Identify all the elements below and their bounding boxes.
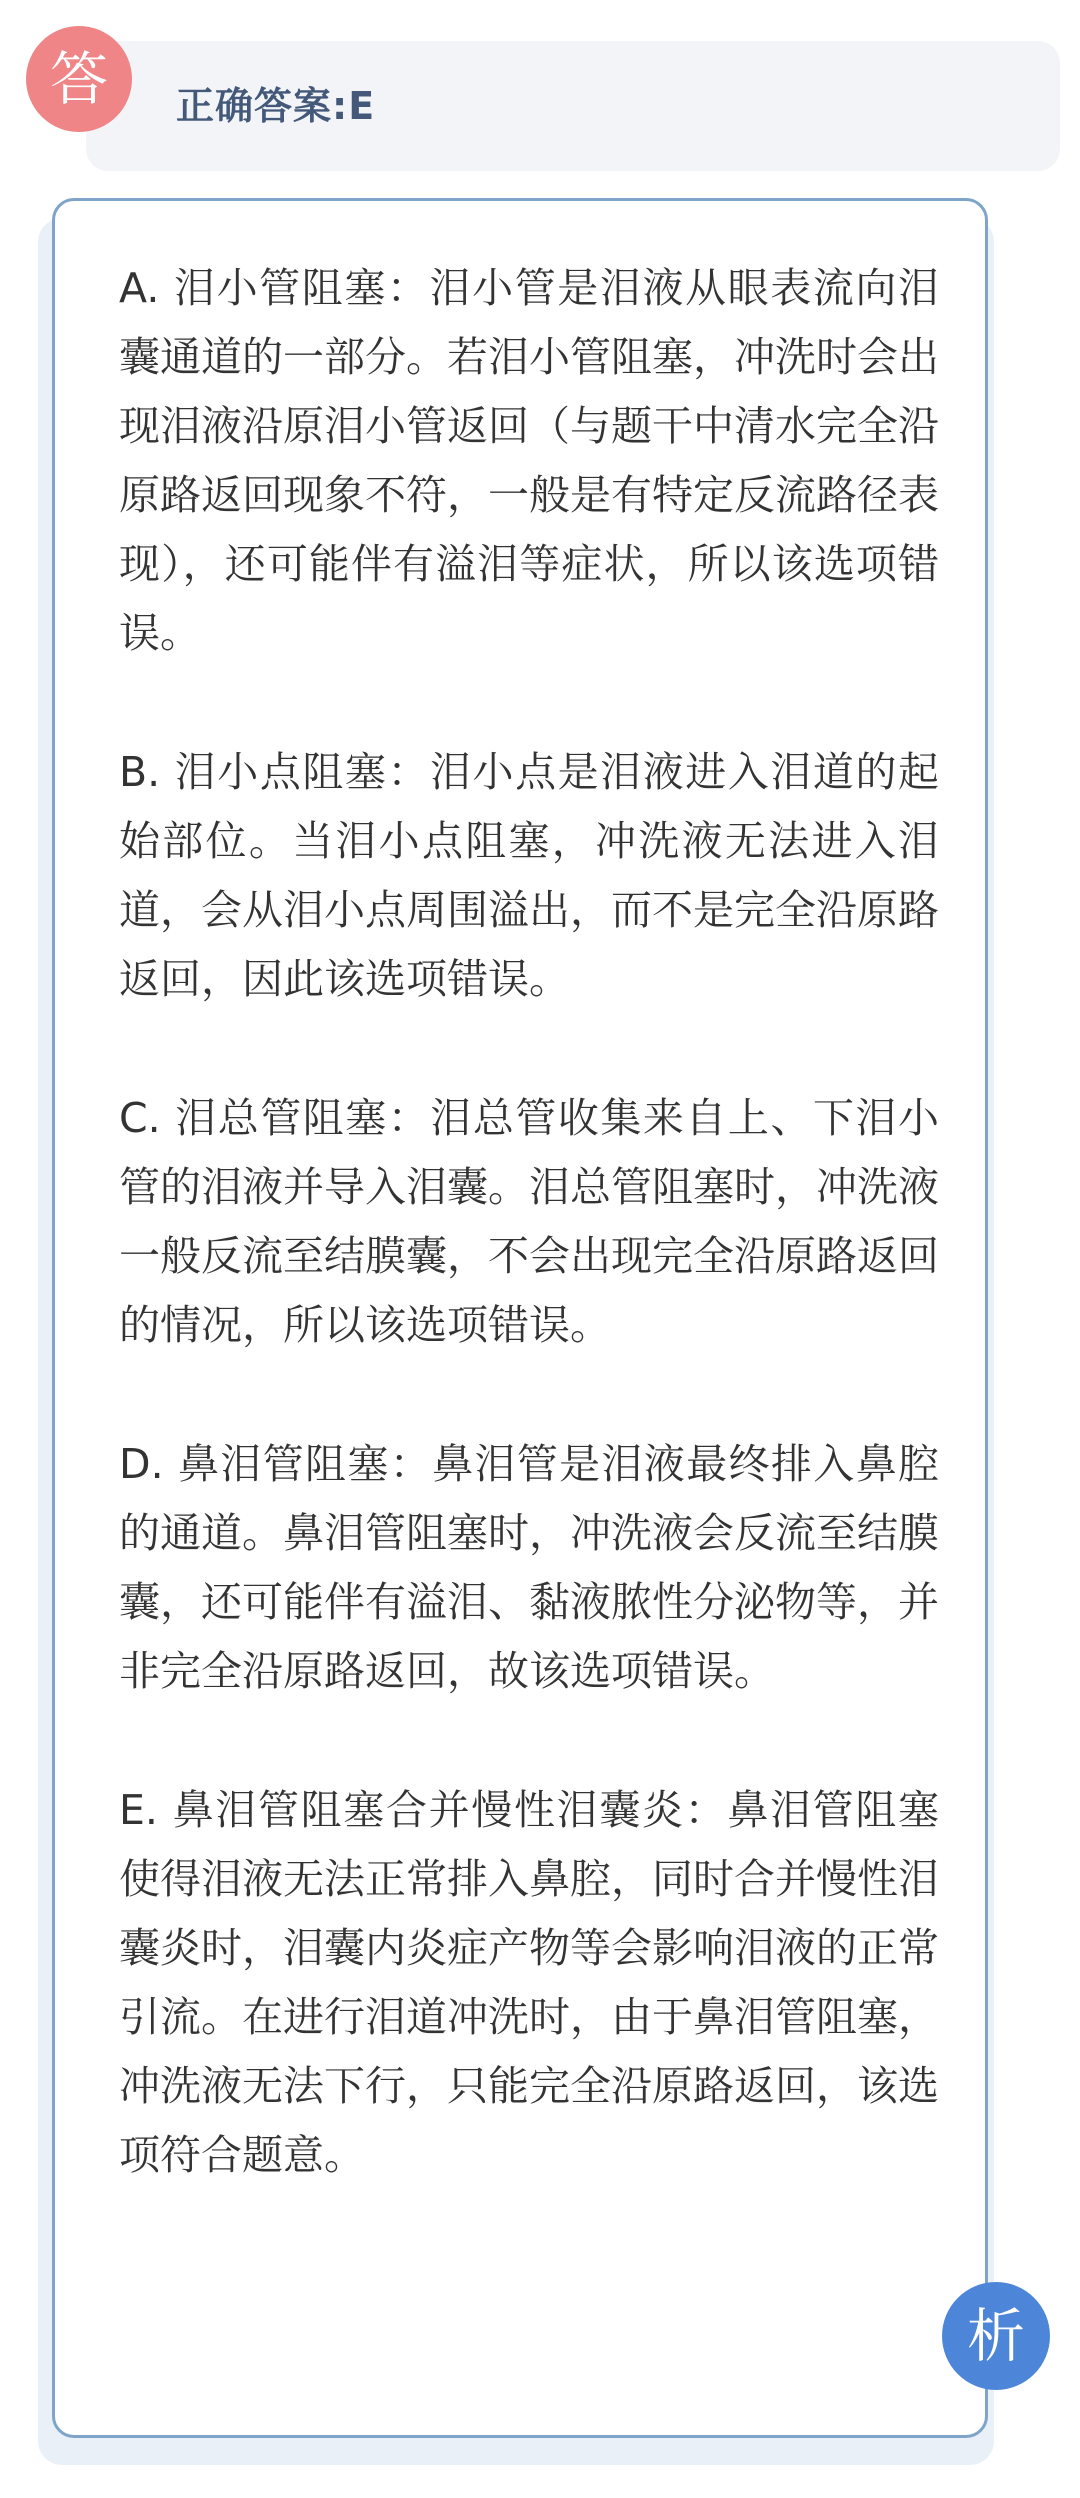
answer-bar — [86, 41, 1060, 171]
answer-badge: 答 — [26, 26, 132, 132]
explanation-card — [52, 198, 988, 2438]
analysis-badge: 析 — [942, 2282, 1050, 2390]
option-e-explanation: E. 鼻泪管阻塞合并慢性泪囊炎：鼻泪管阻塞使得泪液无法正常排入鼻腔，同时合并慢性泪囊炎时，泪囊内炎症产物等会影响泪液的正常引流。在进行泪道冲洗时，由于鼻泪管阻塞，冲洗液无法下行，只能完全沿原路返回，该选项符合题意。 — [119, 1786, 940, 2179]
option-d-explanation: D. 鼻泪管阻塞：鼻泪管是泪液最终排入鼻腔的通道。鼻泪管阻塞时，冲洗液会反流至结膜囊，还可能伴有溢泪、黏液脓性分泌物等，并非完全沿原路返回，故该选项错误。 — [119, 1440, 939, 1695]
option-a-explanation: A. 泪小管阻塞：泪小管是泪液从眼表流向泪囊通道的一部分。若泪小管阻塞，冲洗时会出现泪液沿原泪小管返回（与题干中清水完全沿原路返回现象不符，一般是有特定反流路径表现），还可能伴有溢泪等症状，所以该选项错误。 — [119, 264, 939, 657]
correct-answer-text: 正确答案:E — [176, 84, 376, 128]
option-c-explanation: C. 泪总管阻塞：泪总管收集来自上、下泪小管的泪液并导入泪囊。泪总管阻塞时，冲洗液一般反流至结膜囊，不会出现完全沿原路返回的情况，所以该选项错误。 — [119, 1094, 939, 1349]
option-b-explanation: B. 泪小点阻塞：泪小点是泪液进入泪道的起始部位。当泪小点阻塞，冲洗液无法进入泪道，会从泪小点周围溢出，而不是完全沿原路返回，因此该选项错误。 — [119, 748, 939, 1003]
explanation-body — [119, 254, 939, 2190]
